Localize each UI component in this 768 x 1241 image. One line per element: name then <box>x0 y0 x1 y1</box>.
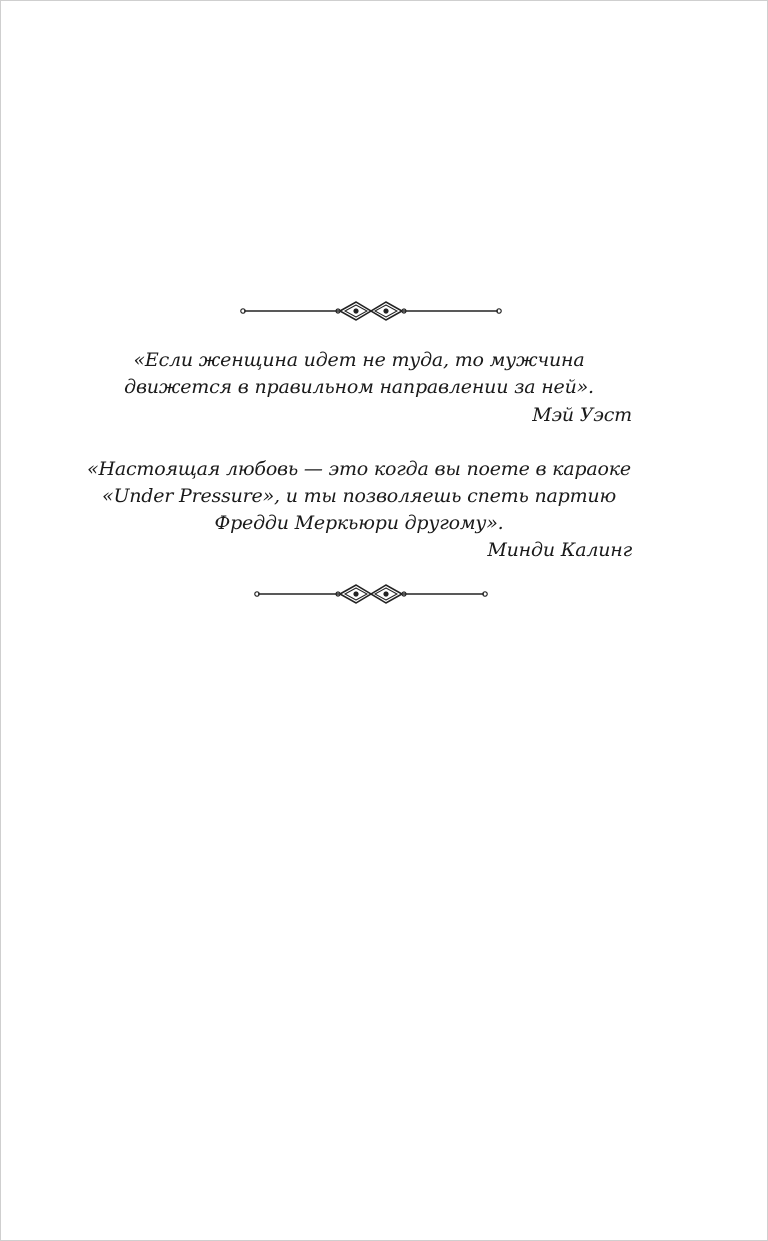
quote-2-author: Минди Калинг <box>487 539 632 561</box>
quote-2-line-1: «Настоящая любовь — это когда вы поете в караоке <box>87 458 631 480</box>
quote-1-author: Мэй Уэст <box>532 404 632 426</box>
quote-2-line-2: «Under Pressure», и ты позволяешь спеть партию <box>102 485 616 507</box>
quote-1-line-1: «Если женщина идет не туда, то мужчина <box>133 349 585 371</box>
quote-2-line-3: Фредди Меркьюри другому». <box>214 512 504 534</box>
divider-ornament-bottom <box>253 582 489 606</box>
quote-1-line-2: движется в правильном направлении за ней». <box>124 376 594 398</box>
divider-ornament-top <box>239 299 503 323</box>
